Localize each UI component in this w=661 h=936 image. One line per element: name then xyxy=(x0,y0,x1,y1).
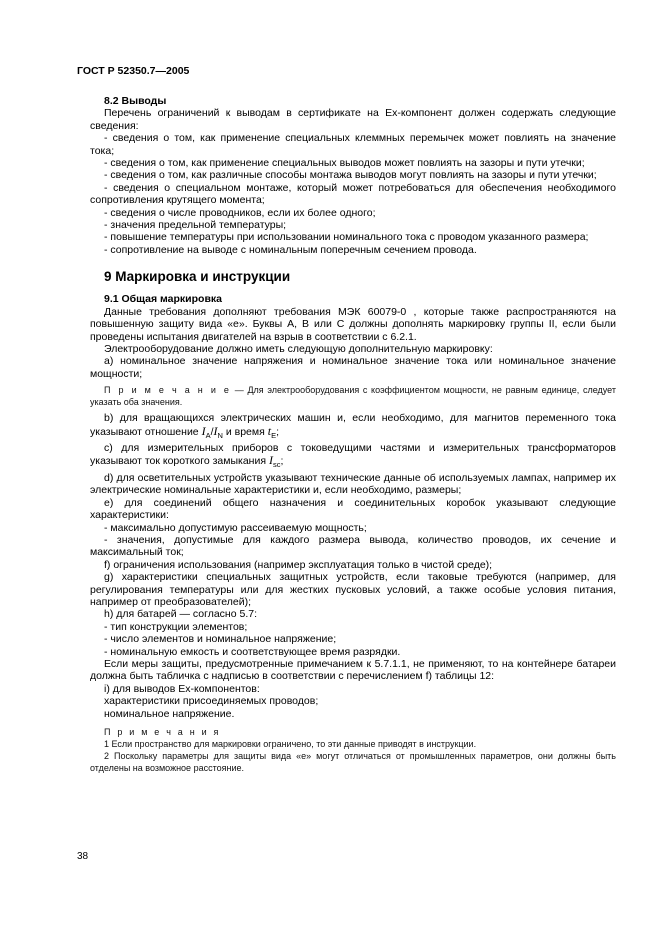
s91-item-h2: - число элементов и номинальное напряжение; xyxy=(104,633,337,646)
note-2: 2 Поскольку параметры для защиты вида «е» могут отличаться от промышленных параметров, они должны быть отделены на возможное расстояние. xyxy=(90,751,616,774)
sub-n: N xyxy=(217,430,223,440)
s91-intro: Данные требования дополняют требования МЭК 60079-0 , которые также распространяются на повышенную защиту вида «е». Буквы А, В или С должны дополнять маркировку группы II, если были проведены испытания двигателей на взрыв в соответствии с 6.2.1. xyxy=(90,305,616,343)
s91-item-e2: - значения, допустимые для каждого размера вывода, количество проводов, их сечение и максимальный ток; xyxy=(90,533,616,559)
s91-measures: Если меры защиты, предусмотренные примечанием к 5.7.1.1, не применяют, то на контейнере батареи должна быть табличка с надписью в соответствии с перечислением f) таблицы 12: xyxy=(90,658,616,683)
notes-label xyxy=(90,726,616,738)
var-isc: I xyxy=(268,453,273,468)
s82-line-0: Перечень ограничений к выводам в сертификате на Ex-компонент должен содержать следующие сведения: xyxy=(90,107,616,132)
s82-line-2: - сведения о том, как применение специальных выводов может повлиять на зазоры и пути утечки; xyxy=(104,157,585,170)
s82-line-8: - сопротивление на выводе с номинальным поперечным сечением провода. xyxy=(104,243,477,256)
document-header: ГОСТ Р 52350.7—2005 xyxy=(77,65,190,77)
sub-sc: sc xyxy=(272,460,281,470)
s91-item-e: е) для соединений общего назначения и соединительных коробок указывают следующие характеристики: xyxy=(90,496,616,522)
s91-item-i: i) для выводов Ex-компонентов: xyxy=(104,682,260,695)
var-in: I xyxy=(213,423,218,438)
s91-item-b xyxy=(90,412,616,442)
section-9-1-title: 9.1 Общая маркировка xyxy=(104,293,223,306)
s82-line-6: - значения предельной температуры; xyxy=(104,219,287,232)
s91-item-c xyxy=(90,442,616,472)
section-9-title: 9 Маркировка и инструкции xyxy=(104,269,291,285)
s82-line-4: - сведения о специальном монтаже, который может потребоваться для обеспечения необходимого сопротивления крутящего момента; xyxy=(90,181,616,207)
s91-item-h3: - номинальную емкость и соответствующее время разрядки. xyxy=(104,645,401,658)
var-ia: I xyxy=(201,423,206,438)
note-a xyxy=(90,384,616,408)
note-1: 1 Если пространство для маркировки ограничено, то эти данные приводят в инструкции. xyxy=(104,739,477,750)
sub-e: E xyxy=(271,430,277,440)
s91-item-g: g) характеристики специальных защитных устройств, если таковые требуются (например, для регулирования температуры или для жестких пусковых условий, а также особые условия питания, например от преобразователей); xyxy=(90,571,616,608)
sub-a: A xyxy=(205,430,211,440)
s82-line-3: - сведения о том, как различные способы монтажа выводов могут повлиять на зазоры и пути утечки; xyxy=(104,169,597,182)
s91-equip: Электрооборудование должно иметь следующую дополнительную маркировку: xyxy=(104,342,493,355)
s82-line-1: - сведения о том, как применение специальных клеммных перемычек может повлиять на значение тока; xyxy=(90,132,616,157)
s82-line-5: - сведения о числе проводников, если их более одного; xyxy=(104,206,376,219)
var-te: t xyxy=(267,423,272,438)
s82-line-7: - повышение температуры при использовании номинального тока с проводом указанного размера; xyxy=(104,231,589,244)
b-text-mid: и время xyxy=(222,425,268,438)
note-a-label: П р и м е ч а н и е xyxy=(104,385,232,396)
notes-label-text: П р и м е ч а н и я xyxy=(104,727,221,738)
b-text-pre: b) для вращающихся электрических машин и, если необходимо, для магнитов переменного тока указывают отношение xyxy=(90,412,616,438)
c-text-end: ; xyxy=(280,455,284,468)
s91-item-h: h) для батарей — согласно 5.7: xyxy=(104,608,257,621)
section-8-2-title: 8.2 Выводы xyxy=(104,95,167,107)
s91-item-i2: номинальное напряжение. xyxy=(104,707,235,720)
s91-item-a: а) номинальное значение напряжения и номинальное значение тока или номинальное значение мощности; xyxy=(90,355,616,380)
s91-item-f: f) ограничения использования (например эксплуатация только в чистой среде); xyxy=(104,558,493,571)
c-text-pre: с) для измерительных приборов с токоведущими частями и измерительных трансформаторов указывают ток короткого замыкания xyxy=(90,442,616,468)
page-content xyxy=(90,95,616,774)
s91-item-h1: - тип конструкции элементов; xyxy=(104,620,248,633)
page-number: 38 xyxy=(77,851,89,862)
s91-item-e1: - максимально допустимую рассеиваемую мощность; xyxy=(104,521,367,534)
b-text-end: ; xyxy=(276,425,279,438)
note-a-text: — Для электрооборудования с коэффициентом мощности, не равным единице, следует указать оба значения. xyxy=(90,385,616,408)
s91-item-i1: характеристики присоединяемых проводов; xyxy=(104,695,319,708)
s91-item-d: d) для осветительных устройств указывают технические данные об используемых лампах, например их электрические номинальные характеристики и, если необходимо, размеры; xyxy=(90,471,616,497)
slash: / xyxy=(210,425,214,438)
